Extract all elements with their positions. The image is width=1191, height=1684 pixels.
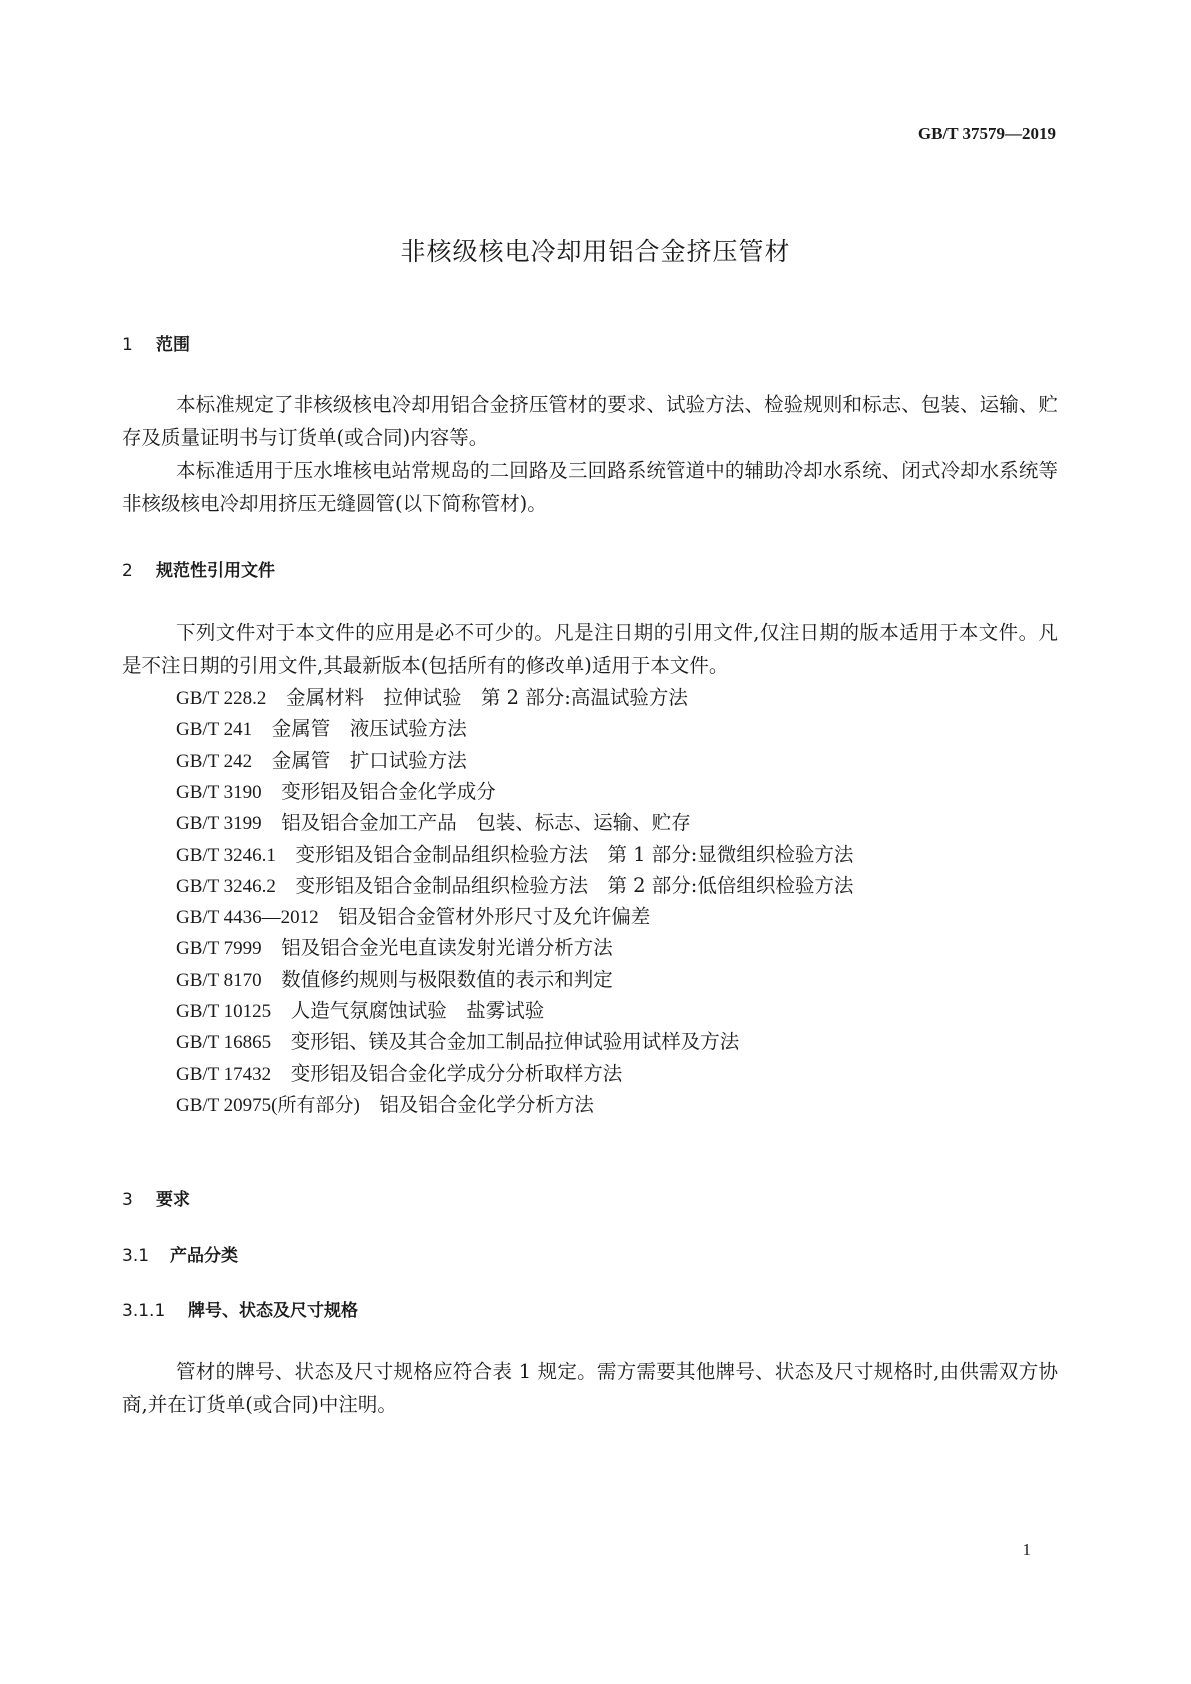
reference-title: 铝及铝合金化学分析方法 xyxy=(379,1092,594,1116)
section-1-heading xyxy=(122,330,190,355)
reference-code: GB/T 241 xyxy=(176,719,253,741)
document-title: 非核级核电冷却用铝合金挤压管材 xyxy=(400,237,791,266)
reference-code: GB/T 20975(所有部分) xyxy=(176,1094,360,1116)
reference-item xyxy=(176,1026,739,1054)
section-3-1-1-heading xyxy=(122,1296,358,1321)
reference-title: 变形铝及铝合金化学成分 xyxy=(281,779,496,803)
section-title: 范围 xyxy=(156,335,190,355)
reference-title: 铝及铝合金加工产品 包装、标志、运输、贮存 xyxy=(281,811,691,835)
reference-item xyxy=(176,807,691,835)
reference-title: 变形铝及铝合金化学成分分析取样方法 xyxy=(290,1061,623,1085)
section-3-heading xyxy=(122,1185,190,1210)
reference-title: 数值修约规则与极限数值的表示和判定 xyxy=(281,967,613,991)
reference-title: 金属管 扩口试验方法 xyxy=(271,748,467,772)
reference-title: 金属管 液压试验方法 xyxy=(271,717,467,741)
reference-code: GB/T 242 xyxy=(176,750,253,772)
reference-code: GB/T 3190 xyxy=(176,781,262,803)
scope-paragraph-2: 本标准适用于压水堆核电站常规岛的二回路及三回路系统管道中的辅助冷却水系统、闭式冷却水系统等非核级核电冷却用挤压无缝圆管(以下简称管材)。 xyxy=(122,459,1058,515)
reference-title: 铝及铝合金管材外形尺寸及允许偏差 xyxy=(338,905,651,929)
classification-paragraph: 管材的牌号、状态及尺寸规格应符合表 1 规定。需方需要其他牌号、状态及尺寸规格时,由供需双方协商,并在订货单(或合同)中注明。 xyxy=(122,1360,1058,1416)
reference-item xyxy=(176,745,467,773)
reference-item xyxy=(176,870,853,898)
references-intro: 下列文件对于本文件的应用是必不可少的。凡是注日期的引用文件,仅注日期的版本适用于本文件。凡是不注日期的引用文件,其最新版本(包括所有的修改单)适用于本文件。 xyxy=(122,621,1058,677)
section-3-1-heading xyxy=(122,1241,238,1266)
reference-item xyxy=(176,901,650,929)
reference-code: GB/T 3246.1 xyxy=(176,844,276,866)
section-number: 2 xyxy=(122,561,133,581)
reference-item xyxy=(176,713,467,741)
section-title: 牌号、状态及尺寸规格 xyxy=(188,1301,358,1321)
reference-code: GB/T 4436—2012 xyxy=(176,907,319,929)
reference-title: 金属材料 拉伸试验 第 2 部分:高温试验方法 xyxy=(285,686,688,709)
reference-item xyxy=(176,1089,594,1117)
scope-paragraph-1: 本标准规定了非核级核电冷却用铝合金挤压管材的要求、试验方法、检验规则和标志、包装、运输、贮存及质量证明书与订货单(或合同)内容等。 xyxy=(122,393,1058,449)
section-title: 要求 xyxy=(156,1190,190,1210)
section-title: 产品分类 xyxy=(170,1246,238,1266)
reference-item xyxy=(176,995,544,1023)
reference-code: GB/T 10125 xyxy=(176,1001,272,1022)
reference-code: GB/T 16865 xyxy=(176,1032,272,1054)
reference-item xyxy=(176,776,496,804)
section-number: 3.1 xyxy=(122,1246,150,1266)
standard-number: GB/T 37579—2019 xyxy=(917,124,1056,143)
section-title: 规范性引用文件 xyxy=(156,561,275,581)
reference-code: GB/T 3246.2 xyxy=(176,875,276,897)
reference-item xyxy=(176,839,853,867)
page-number: 1 xyxy=(1022,1540,1031,1559)
reference-item xyxy=(176,932,613,960)
reference-title: 变形铝及铝合金制品组织检验方法 第 1 部分:显微组织检验方法 xyxy=(295,842,854,866)
reference-item xyxy=(176,682,688,710)
reference-title: 变形铝、镁及其合金加工制品拉伸试验用试样及方法 xyxy=(290,1030,740,1054)
reference-item xyxy=(176,1058,622,1086)
reference-item xyxy=(176,964,613,992)
section-number: 3 xyxy=(122,1190,133,1210)
reference-code: GB/T 17432 xyxy=(176,1063,272,1085)
section-2-heading xyxy=(122,556,275,581)
reference-code: GB/T 7999 xyxy=(176,938,262,960)
section-number: 3.1.1 xyxy=(122,1301,166,1321)
reference-title: 铝及铝合金光电直读发射光谱分析方法 xyxy=(281,936,613,960)
reference-code: GB/T 3199 xyxy=(176,813,262,835)
reference-code: GB/T 228.2 xyxy=(176,688,267,709)
section-number: 1 xyxy=(122,335,133,355)
reference-title: 变形铝及铝合金制品组织检验方法 第 2 部分:低倍组织检验方法 xyxy=(295,873,854,897)
reference-title: 人造气氛腐蚀试验 盐雾试验 xyxy=(290,999,545,1022)
reference-code: GB/T 8170 xyxy=(176,969,262,991)
